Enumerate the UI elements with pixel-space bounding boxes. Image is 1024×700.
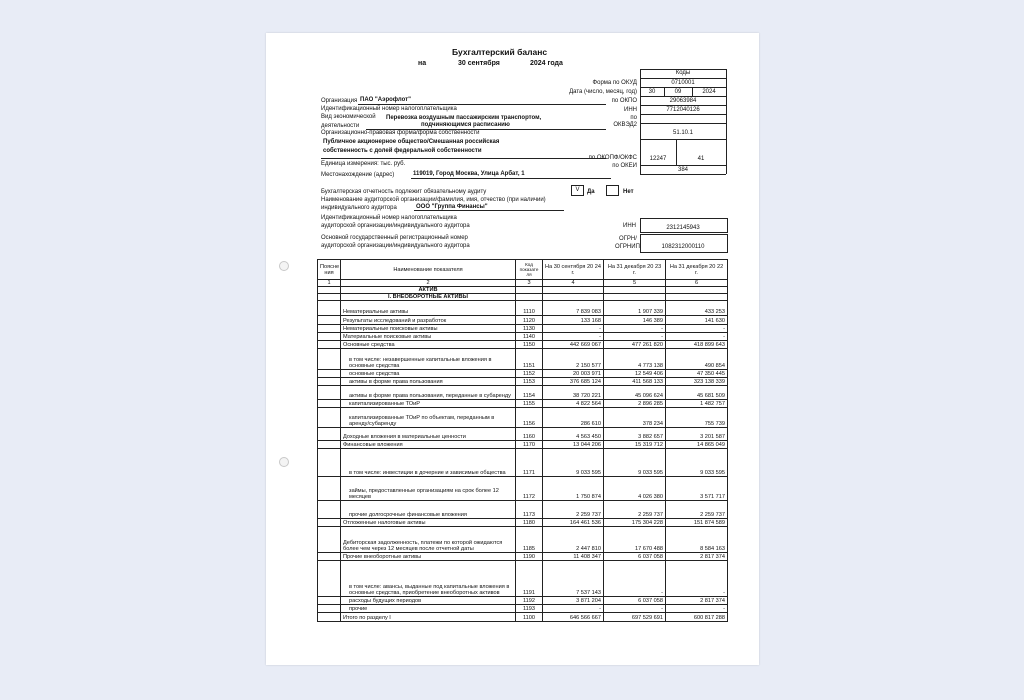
row-value-2022: 418 899 643 <box>666 341 728 349</box>
okpo-label: по ОКПО <box>611 98 637 104</box>
row-value-2024: 286 610 <box>543 408 604 428</box>
row-name: активы в форме права пользования <box>341 378 516 386</box>
auditor-label-1: Наименование аудиторской организации/фамилия, имя, отчество (при наличии) <box>321 197 546 203</box>
date-year: 2024 года <box>530 60 563 67</box>
row-value-2022: - <box>666 333 728 341</box>
legal-form-value-1: Публичное акционерное общество/Смешанная российская <box>323 139 500 145</box>
auditor-inn-value: 2312145943 <box>666 225 700 231</box>
row-value-2024: - <box>543 325 604 333</box>
row-value-2022: 3 201 587 <box>666 428 728 441</box>
table-row <box>318 408 728 428</box>
table-row <box>318 378 728 386</box>
row-value-2022: 14 865 049 <box>666 441 728 449</box>
activity-label-1: Вид экономической <box>321 114 376 120</box>
inn-label: ИНН <box>624 107 637 113</box>
codes-header: Коды <box>675 70 691 76</box>
ogrn-code-2: ОГРНИП <box>615 244 640 250</box>
row-value-2024: 13 044 206 <box>543 441 604 449</box>
row-value-2024: 4 563 450 <box>543 428 604 441</box>
table-row <box>318 527 728 553</box>
row-value-2022: 8 584 163 <box>666 527 728 553</box>
row-code: 1153 <box>516 378 543 386</box>
date-month-value: 09 <box>674 89 682 95</box>
row-name: Итого по разделу I <box>341 613 516 622</box>
okopf-value: 12247 <box>649 156 667 162</box>
row-value-2022: 600 817 288 <box>666 613 728 622</box>
row-code: 1172 <box>516 477 543 501</box>
row-code: 1156 <box>516 408 543 428</box>
row-name: Отложенные налоговые активы <box>341 519 516 527</box>
row-value-2023: 697 529 691 <box>604 613 666 622</box>
row-value-2022: 151 874 589 <box>666 519 728 527</box>
okei-value: 384 <box>677 167 688 173</box>
auditor-inn-code: ИНН <box>623 223 636 229</box>
row-value-2023: 6 037 058 <box>604 597 666 605</box>
row-name: Доходные вложения в материальные ценности <box>341 428 516 441</box>
table-row <box>318 349 728 370</box>
document-title: Бухгалтерский баланс <box>452 47 548 57</box>
row-name: капитализированные ТОиР по объектам, переданным в аренду/субаренду <box>341 408 516 428</box>
row-value-2023: 4 026 380 <box>604 477 666 501</box>
row-value-2024: 376 685 124 <box>543 378 604 386</box>
row-value-2023: 2 259 737 <box>604 501 666 519</box>
col-num-6: 6 <box>666 280 728 287</box>
activity-value-2: подчиняющимся расписанию <box>421 122 510 128</box>
table-row <box>318 325 728 333</box>
row-value-2024: 3 871 204 <box>543 597 604 605</box>
row-value-2023: 477 261 820 <box>604 341 666 349</box>
table-row <box>318 301 728 316</box>
location-value: 119019, Город Москва, Улица Арбат, 1 <box>413 171 525 177</box>
row-code: 1180 <box>516 519 543 527</box>
row-code: 1140 <box>516 333 543 341</box>
row-code: 1171 <box>516 449 543 477</box>
row-value-2024: 164 461 536 <box>543 519 604 527</box>
header-code: Код показате ля <box>516 260 543 280</box>
row-name: Основные средства <box>341 341 516 349</box>
row-name: в том числе: авансы, выданные под капитальные вложения в основные средства, приобретение внеоборотных активов <box>341 561 516 597</box>
row-code: 1151 <box>516 349 543 370</box>
row-value-2023: - <box>604 325 666 333</box>
row-value-2022: 1 482 757 <box>666 400 728 408</box>
okud-label: Форма по ОКУД <box>592 80 637 86</box>
header-col-2023: На 31 декабря 20 23 г. <box>604 260 666 280</box>
row-name: Прочие внеоборотные активы <box>341 553 516 561</box>
row-value-2023: 9 033 595 <box>604 449 666 477</box>
date-day-month: 30 сентября <box>458 60 500 67</box>
row-name: Нематериальные поисковые активы <box>341 325 516 333</box>
table-row <box>318 316 728 325</box>
row-code: 1110 <box>516 301 543 316</box>
codes-box <box>640 69 726 187</box>
row-value-2024: 133 168 <box>543 316 604 325</box>
org-inn-label: Идентификационный номер налогоплательщика <box>321 106 457 112</box>
okved-value: 51.10.1 <box>672 130 694 136</box>
date-year-value: 2024 <box>702 89 716 95</box>
row-value-2023: 411 568 133 <box>604 378 666 386</box>
table-row <box>318 519 728 527</box>
okei-label: по ОКЕИ <box>612 163 637 169</box>
location-label: Местонахождение (адрес) <box>321 172 395 178</box>
row-code: 1100 <box>516 613 543 622</box>
okfs-value: 41 <box>697 156 705 162</box>
table-row <box>318 333 728 341</box>
table-row <box>318 370 728 378</box>
okud-value: 0710001 <box>671 80 695 86</box>
row-code: 1120 <box>516 316 543 325</box>
unit-label: Единица измерения: тыс. руб. <box>321 161 406 167</box>
row-value-2023: - <box>604 561 666 597</box>
row-value-2022: 2 817 374 <box>666 553 728 561</box>
table-row <box>318 428 728 441</box>
date-on-label: на <box>418 60 427 67</box>
ogrn-code-1: ОГРН/ <box>619 236 637 242</box>
row-code: 1190 <box>516 553 543 561</box>
audit-no-label: Нет <box>623 189 634 195</box>
okopf-label: по ОКОПФ/ОКФС <box>588 155 637 161</box>
punch-hole-top <box>279 261 289 271</box>
table-row <box>318 341 728 349</box>
legal-form-label: Организационно-правовая форма/форма собственности <box>321 130 480 136</box>
row-value-2023: 146 389 <box>604 316 666 325</box>
row-value-2022: 755 739 <box>666 408 728 428</box>
row-value-2024: 9 033 595 <box>543 449 604 477</box>
row-value-2022: 323 138 339 <box>666 378 728 386</box>
row-value-2022: - <box>666 605 728 613</box>
row-value-2024: 2 259 737 <box>543 501 604 519</box>
row-value-2022: 141 630 <box>666 316 728 325</box>
row-value-2022: - <box>666 325 728 333</box>
row-value-2023: 17 670 488 <box>604 527 666 553</box>
section-noncurrent: I. ВНЕОБОРОТНЫЕ АКТИВЫ <box>341 294 516 301</box>
table-row <box>318 501 728 519</box>
table-row <box>318 441 728 449</box>
col-num-2: 2 <box>341 280 516 287</box>
row-value-2024: 7 537 143 <box>543 561 604 597</box>
section-assets: АКТИВ <box>341 287 516 294</box>
header-note: Поясне ния <box>318 260 341 280</box>
ogrn-label-1: Основной государственный регистрационный номер <box>321 235 468 241</box>
table-row <box>318 561 728 597</box>
row-value-2023: 45 096 624 <box>604 386 666 400</box>
row-value-2024: 20 003 971 <box>543 370 604 378</box>
row-value-2024: 442 669 067 <box>543 341 604 349</box>
row-value-2022: 2 817 374 <box>666 597 728 605</box>
row-code: 1185 <box>516 527 543 553</box>
row-value-2023: 378 234 <box>604 408 666 428</box>
row-value-2022: 9 033 595 <box>666 449 728 477</box>
row-name: прочие <box>341 605 516 613</box>
legal-form-value-2: собственность с долей федеральной собственности <box>323 148 482 154</box>
punch-hole-bottom <box>279 457 289 467</box>
table-row <box>318 597 728 605</box>
row-value-2022: 45 681 509 <box>666 386 728 400</box>
auditor-value: ООО "Группа Финансы" <box>416 204 488 210</box>
row-name: прочие долгосрочные финансовые вложения <box>341 501 516 519</box>
ogrn-value: 1082312000110 <box>661 244 705 250</box>
table-row <box>318 400 728 408</box>
row-name: Дебиторская задолженность, платежи по которой ожидаются более чем через 12 месяцев после отчетной даты <box>341 527 516 553</box>
row-value-2024: 4 822 564 <box>543 400 604 408</box>
row-value-2023: 12 549 406 <box>604 370 666 378</box>
org-name: ПАО "Аэрофлот" <box>360 97 411 103</box>
row-name: в том числе: инвестиции в дочерние и зависимые общества <box>341 449 516 477</box>
row-value-2022: 490 854 <box>666 349 728 370</box>
row-code: 1160 <box>516 428 543 441</box>
row-value-2023: 15 319 712 <box>604 441 666 449</box>
row-name: расходы будущих периодов <box>341 597 516 605</box>
audit-mandatory-label: Бухгалтерская отчетность подлежит обязательному аудиту <box>321 189 487 195</box>
audit-no-checkbox[interactable] <box>606 185 619 196</box>
header-col-2022: На 31 декабря 20 22 г. <box>666 260 728 280</box>
row-code: 1155 <box>516 400 543 408</box>
row-code: 1150 <box>516 341 543 349</box>
date-day-value: 30 <box>648 89 656 95</box>
audit-yes-label: Да <box>587 189 595 195</box>
row-value-2022: 3 571 717 <box>666 477 728 501</box>
row-name: Нематериальные активы <box>341 301 516 316</box>
auditor-label-2: индивидуального аудитора <box>321 205 397 211</box>
row-value-2023: 4 773 138 <box>604 349 666 370</box>
row-value-2022: 2 259 737 <box>666 501 728 519</box>
col-num-3: 3 <box>516 280 543 287</box>
okved-label-2: ОКВЭД2 <box>613 122 637 128</box>
col-num-1: 1 <box>318 280 341 287</box>
org-label: Организация <box>321 98 358 104</box>
row-value-2024: 2 447 810 <box>543 527 604 553</box>
row-value-2023: 2 896 285 <box>604 400 666 408</box>
okpo-value: 29063984 <box>669 98 697 104</box>
col-num-4: 4 <box>543 280 604 287</box>
table-row <box>318 386 728 400</box>
row-value-2023: 1 907 339 <box>604 301 666 316</box>
row-name: активы в форме права пользования, переданные в субаренду <box>341 386 516 400</box>
auditor-inn-label-2: аудиторской организации/индивидуального аудитора <box>321 223 470 229</box>
row-value-2024: 2 150 577 <box>543 349 604 370</box>
okved-label-1: по <box>630 115 637 121</box>
row-name: капитализированные ТОиР <box>341 400 516 408</box>
row-value-2023: - <box>604 333 666 341</box>
row-value-2024: 646 566 667 <box>543 613 604 622</box>
row-value-2024: - <box>543 605 604 613</box>
row-code: 1154 <box>516 386 543 400</box>
row-value-2022: 47 350 445 <box>666 370 728 378</box>
header-name: Наименование показателя <box>341 260 516 280</box>
auditor-inn-label-1: Идентификационный номер налогоплательщика <box>321 215 457 221</box>
row-value-2023: 6 037 058 <box>604 553 666 561</box>
table-row <box>318 605 728 613</box>
table-row-total <box>318 613 728 622</box>
date-label: Дата (число, месяц, год) <box>569 89 637 95</box>
row-code: 1192 <box>516 597 543 605</box>
row-value-2022: 433 253 <box>666 301 728 316</box>
row-value-2024: - <box>543 333 604 341</box>
row-code: 1191 <box>516 561 543 597</box>
row-code: 1170 <box>516 441 543 449</box>
inn-value: 7712040126 <box>666 107 700 113</box>
row-value-2024: 11 408 347 <box>543 553 604 561</box>
col-num-5: 5 <box>604 280 666 287</box>
document-page <box>266 33 759 665</box>
table-row <box>318 449 728 477</box>
row-code: 1152 <box>516 370 543 378</box>
row-code: 1193 <box>516 605 543 613</box>
row-value-2023: 3 882 657 <box>604 428 666 441</box>
row-value-2024: 38 720 221 <box>543 386 604 400</box>
row-name: Финансовые вложения <box>341 441 516 449</box>
row-code: 1173 <box>516 501 543 519</box>
header-col-2024: На 30 сентября 20 24 г. <box>543 260 604 280</box>
row-value-2024: 7 839 083 <box>543 301 604 316</box>
activity-value-1: Перевозка воздушным пассажирским транспортом, <box>386 115 542 121</box>
row-value-2023: - <box>604 605 666 613</box>
row-name: основные средства <box>341 370 516 378</box>
row-name: Материальные поисковые активы <box>341 333 516 341</box>
audit-yes-checkbox[interactable]: V <box>571 185 584 196</box>
table-row <box>318 477 728 501</box>
row-value-2024: 1 750 874 <box>543 477 604 501</box>
row-code: 1130 <box>516 325 543 333</box>
row-name: Результаты исследований и разработок <box>341 316 516 325</box>
row-name: займы, предоставленные организациям на срок более 12 месяцев <box>341 477 516 501</box>
row-name: в том числе: незавершенные капитальные вложения в основные средства <box>341 349 516 370</box>
row-value-2022: - <box>666 561 728 597</box>
ogrn-label-2: аудиторской организации/индивидуального аудитора <box>321 243 470 249</box>
activity-label-2: деятельности <box>321 123 360 129</box>
balance-table <box>317 259 728 622</box>
row-value-2023: 175 304 228 <box>604 519 666 527</box>
table-row <box>318 553 728 561</box>
